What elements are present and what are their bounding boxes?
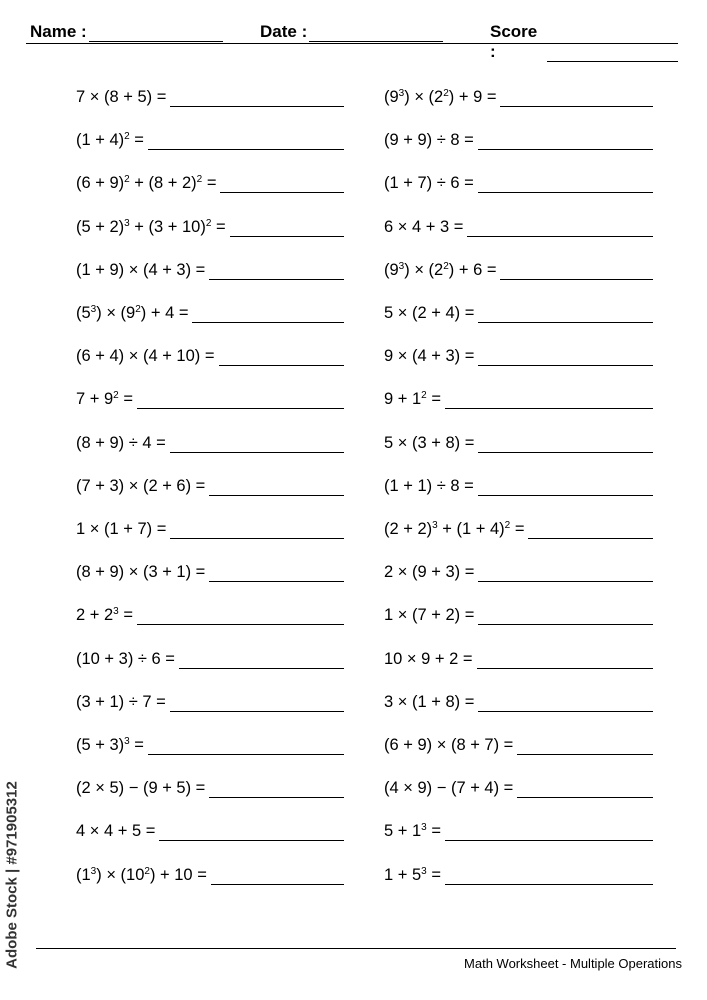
problem-expression [384, 129, 474, 153]
right-problem-10 [384, 469, 653, 499]
exponent: 2 [205, 217, 212, 229]
expression-text: (1 + 9) × (4 + 3) = [76, 260, 206, 279]
problem-expression [384, 734, 513, 758]
right-problem-2 [384, 123, 653, 153]
expression-text: (5 [76, 304, 91, 322]
exponent: 2 [113, 390, 119, 402]
expression-text: (5 + 3) [76, 736, 125, 754]
left-problem-1 [76, 80, 344, 110]
score-blank-line[interactable] [547, 45, 678, 62]
exponent: 3 [398, 88, 405, 99]
answer-blank-line[interactable] [478, 495, 653, 496]
problem-expression [76, 172, 216, 196]
answer-blank-line[interactable] [211, 884, 344, 885]
left-problem-18 [76, 814, 344, 844]
answer-blank-line[interactable] [500, 106, 653, 107]
exponent: 2 [144, 865, 150, 877]
answer-blank-line[interactable] [220, 192, 344, 193]
expression-text: (1 + 1) ÷ 8 = [384, 476, 474, 495]
score-field[interactable] [490, 22, 678, 62]
footer-title: Math Worksheet - Multiple Operations [464, 956, 682, 971]
left-problem-12 [76, 555, 344, 585]
problem-expression [76, 691, 166, 715]
left-problem-15 [76, 685, 344, 715]
answer-blank-line[interactable] [209, 797, 344, 798]
answer-blank-line[interactable] [192, 322, 344, 323]
exponent: 2 [443, 260, 449, 272]
expression-text: (6 + 4) × (4 + 10) = [76, 347, 215, 366]
answer-blank-line[interactable] [148, 754, 344, 755]
expression-text: + (3 + 10) [129, 217, 206, 236]
right-problem-1 [384, 80, 653, 110]
exponent: 3 [113, 606, 119, 618]
answer-blank-line[interactable] [478, 365, 653, 366]
expression-text: (9 [384, 260, 399, 279]
answer-blank-line[interactable] [170, 538, 344, 539]
expression-text: ) + 4 = [140, 304, 189, 322]
problem-expression [76, 777, 205, 801]
problem-expression [76, 302, 188, 326]
problem-expression [76, 432, 166, 456]
problem-expression [384, 648, 473, 672]
footer-divider [36, 948, 676, 949]
answer-blank-line[interactable] [170, 106, 344, 107]
exponent: 3 [432, 520, 438, 531]
expression-text: (6 + 9) × (8 + 7) = [384, 736, 514, 754]
exponent: 2 [124, 131, 130, 143]
right-problem-5 [384, 253, 653, 283]
expression-text: (4 × 9) − (7 + 4) = [384, 779, 514, 798]
expression-text: (1 + 7) ÷ 6 = [384, 174, 474, 193]
expression-text: = [426, 822, 441, 841]
expression-text: 3 × (1 + 8) = [384, 692, 475, 711]
problem-expression [384, 216, 463, 240]
answer-blank-line[interactable] [159, 840, 344, 841]
right-problem-12 [384, 555, 653, 585]
expression-text: 7 × (8 + 5) = [76, 88, 167, 106]
expression-text: ) × (10 [96, 865, 145, 884]
expression-text: 9 × (4 + 3) = [384, 347, 475, 366]
expression-text: (10 + 3) ÷ 6 = [76, 649, 175, 668]
problem-expression [384, 345, 474, 369]
expression-text: ) + 6 = [448, 260, 497, 279]
watermark-text: Adobe Stock | #971905312 [3, 781, 21, 969]
left-problem-16 [76, 728, 344, 758]
answer-blank-line[interactable] [219, 365, 345, 366]
problem-expression [384, 604, 474, 628]
exponent: 3 [124, 736, 130, 747]
left-problem-8 [76, 382, 344, 412]
date-label: Date : [260, 22, 308, 41]
problem-expression [76, 864, 207, 888]
expression-text: ) + 10 = [149, 865, 207, 884]
right-problem-4 [384, 210, 653, 240]
expression-text: (2 × 5) − (9 + 5) = [76, 779, 206, 798]
right-problem-7 [384, 339, 653, 369]
exponent: 3 [124, 217, 130, 229]
problem-expression [76, 345, 215, 369]
answer-blank-line[interactable] [137, 408, 344, 409]
left-problem-6 [76, 296, 344, 326]
problem-expression [76, 129, 144, 153]
answer-blank-line[interactable] [517, 797, 653, 798]
problem-expression [384, 172, 474, 196]
answer-blank-line[interactable] [445, 884, 653, 885]
right-problem-3 [384, 166, 653, 196]
expression-text: = [426, 390, 441, 409]
problem-expression [76, 648, 175, 672]
answer-blank-line[interactable] [478, 322, 653, 323]
exponent: 2 [196, 174, 203, 186]
problem-expression [384, 475, 474, 499]
answer-blank-line[interactable] [478, 452, 653, 453]
exponent: 2 [124, 174, 130, 186]
answer-blank-line[interactable] [478, 711, 653, 712]
answer-blank-line[interactable] [478, 624, 653, 625]
expression-text: ) + 9 = [448, 88, 497, 106]
exponent: 2 [504, 520, 511, 531]
right-problem-9 [384, 426, 653, 456]
answer-blank-line[interactable] [209, 279, 344, 280]
expression-text: 9 + 1 [384, 390, 422, 409]
expression-text: = [211, 217, 226, 236]
problem-expression [76, 388, 133, 412]
expression-text: (8 + 9) ÷ 4 = [76, 433, 166, 452]
right-problem-16 [384, 728, 653, 758]
left-problem-17 [76, 771, 344, 801]
date-field[interactable] [260, 22, 443, 42]
expression-text: 2 + 2 [76, 606, 114, 625]
expression-text: 5 × (2 + 4) = [384, 304, 475, 322]
expression-text: (8 + 9) × (3 + 1) = [76, 563, 206, 582]
right-problem-19 [384, 858, 653, 888]
answer-blank-line[interactable] [517, 754, 653, 755]
expression-text: 5 × (3 + 8) = [384, 433, 475, 452]
left-problem-10 [76, 469, 344, 499]
expression-text: (9 + 9) ÷ 8 = [384, 131, 474, 150]
problem-expression [76, 259, 205, 283]
date-blank-line[interactable] [309, 25, 443, 42]
expression-text: (9 [384, 88, 399, 106]
problem-expression [76, 820, 155, 844]
answer-blank-line[interactable] [478, 149, 653, 150]
exponent: 3 [398, 260, 405, 272]
problem-expression [384, 820, 441, 844]
answer-blank-line[interactable] [137, 624, 344, 625]
expression-text: + (1 + 4) [437, 520, 505, 538]
expression-text: 4 × 4 + 5 = [76, 822, 156, 841]
expression-text: (2 + 2) [384, 520, 433, 538]
exponent: 3 [421, 822, 427, 834]
answer-blank-line[interactable] [170, 452, 344, 453]
right-problem-17 [384, 771, 653, 801]
worksheet-header [26, 22, 678, 61]
expression-text: = [118, 390, 133, 409]
expression-text: ) × (2 [404, 88, 444, 106]
name-blank-line[interactable] [89, 25, 223, 42]
left-problem-2 [76, 123, 344, 153]
expression-text: 7 + 9 [76, 390, 114, 409]
right-problem-14 [384, 642, 653, 672]
exponent: 2 [421, 390, 427, 402]
problem-expression [76, 518, 166, 542]
problem-expression [384, 86, 496, 110]
answer-blank-line[interactable] [478, 581, 653, 582]
answer-blank-line[interactable] [179, 668, 344, 669]
problem-expression [384, 432, 474, 456]
expression-text: (1 [76, 865, 91, 884]
right-problem-6 [384, 296, 653, 326]
expression-text: = [129, 736, 144, 754]
expression-text: = [510, 520, 525, 538]
exponent: 2 [443, 88, 449, 99]
expression-text: ) × (9 [96, 304, 136, 322]
expression-text: (1 + 4) [76, 131, 125, 150]
expression-text: + (8 + 2) [129, 174, 197, 193]
problem-expression [76, 561, 205, 585]
answer-blank-line[interactable] [148, 149, 344, 150]
answer-blank-line[interactable] [209, 495, 344, 496]
expression-text: (3 + 1) ÷ 7 = [76, 692, 166, 711]
exponent: 3 [90, 865, 97, 877]
left-problem-9 [76, 426, 344, 456]
exponent: 2 [135, 304, 141, 315]
left-problem-11 [76, 512, 344, 542]
expression-text: 5 + 1 [384, 822, 422, 841]
problem-expression [384, 777, 513, 801]
answer-blank-line[interactable] [478, 192, 653, 193]
problem-expression [384, 388, 441, 412]
left-problem-14 [76, 642, 344, 672]
score-label: Score : [490, 22, 538, 61]
answer-blank-line[interactable] [230, 236, 344, 237]
header-divider [26, 43, 678, 44]
problem-expression [76, 604, 133, 628]
expression-text: 1 × (7 + 2) = [384, 606, 475, 625]
answer-blank-line[interactable] [209, 581, 344, 582]
left-problem-19 [76, 858, 344, 888]
problem-expression [384, 259, 496, 283]
answer-blank-line[interactable] [467, 236, 653, 237]
expression-text: ) × (2 [404, 260, 444, 279]
problem-expression [76, 475, 205, 499]
expression-text: 2 × (9 + 3) = [384, 563, 475, 582]
answer-blank-line[interactable] [477, 668, 653, 669]
expression-text: (5 + 2) [76, 217, 125, 236]
problem-expression [384, 518, 524, 542]
problem-expression [76, 216, 226, 240]
problem-expression [384, 691, 474, 715]
right-problem-11 [384, 512, 653, 542]
exponent: 3 [90, 304, 97, 315]
expression-text: = [118, 606, 133, 625]
exponent: 3 [421, 865, 427, 877]
name-label: Name : [30, 22, 87, 41]
right-problem-15 [384, 685, 653, 715]
problem-expression [76, 734, 144, 758]
right-problem-8 [384, 382, 653, 412]
left-problem-7 [76, 339, 344, 369]
expression-text: = [426, 865, 441, 884]
problem-expression [384, 302, 474, 326]
left-problem-4 [76, 210, 344, 240]
problem-expression [384, 864, 441, 888]
left-problem-5 [76, 253, 344, 283]
left-problem-13 [76, 598, 344, 628]
expression-text: 6 × 4 + 3 = [384, 217, 464, 236]
answer-blank-line[interactable] [445, 408, 653, 409]
expression-text: 10 × 9 + 2 = [384, 649, 473, 668]
problem-expression [76, 86, 166, 110]
answer-blank-line[interactable] [445, 840, 653, 841]
left-problem-3 [76, 166, 344, 196]
answer-blank-line[interactable] [500, 279, 653, 280]
right-problem-13 [384, 598, 653, 628]
answer-blank-line[interactable] [528, 538, 653, 539]
stock-watermark [0, 770, 24, 980]
expression-text: = [202, 174, 217, 193]
name-field[interactable] [30, 22, 223, 42]
right-problem-18 [384, 814, 653, 844]
expression-text: 1 × (1 + 7) = [76, 520, 167, 538]
problem-expression [384, 561, 474, 585]
expression-text: = [129, 131, 144, 150]
expression-text: 1 + 5 [384, 865, 422, 884]
expression-text: (7 + 3) × (2 + 6) = [76, 476, 206, 495]
expression-text: (6 + 9) [76, 174, 125, 193]
answer-blank-line[interactable] [170, 711, 344, 712]
